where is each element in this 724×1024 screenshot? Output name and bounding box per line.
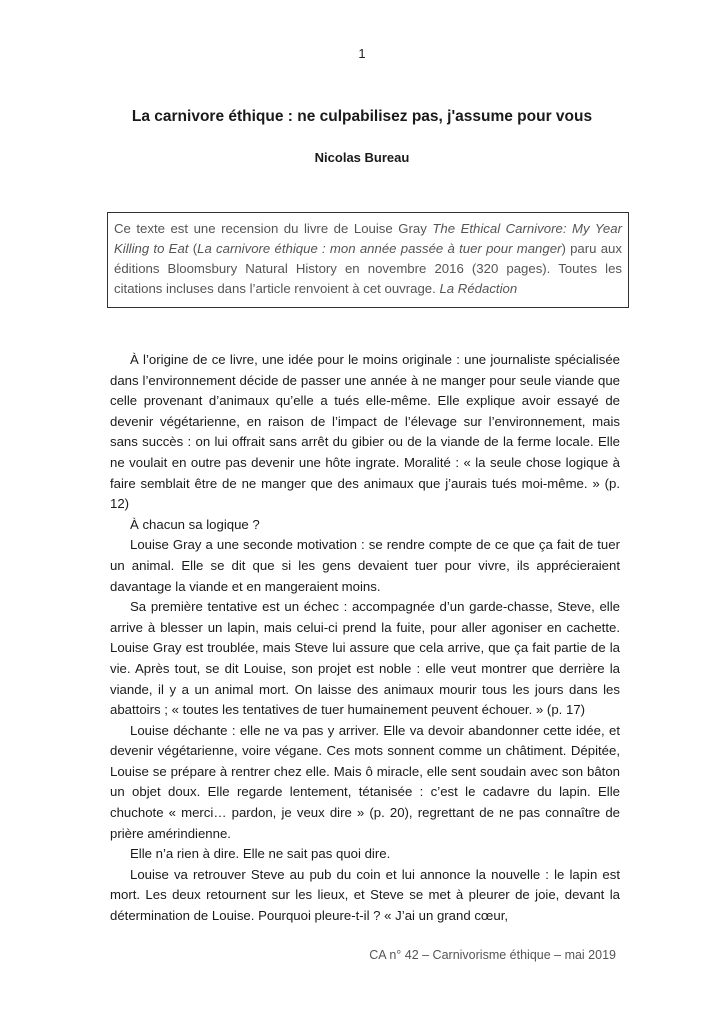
page-footer: CA n° 42 – Carnivorisme éthique – mai 2019 <box>369 948 616 962</box>
editor-note-paren-open: ( <box>188 241 198 256</box>
paragraph: Louise Gray a une seconde motivation : se rendre compte de ce que ça fait de tuer un animal. Elle se dit que si les gens devaient tuer pour vivre, ils apprécieraient davantage la viande et en mangeraient moins. <box>110 537 620 594</box>
paragraph: Sa première tentative est un échec : accompagnée d’un garde-chasse, Steve, elle arrive à blesser un lapin, mais celui-ci prend la fuite, pour aller agoniser en cachette. Louise Gray est troublée, mais Steve lui assure que cela arrive, que ça fait partie de la vie. Après tout, se dit Louise, son projet est noble : elle veut montrer que derrière la viande, il y a un animal mort. On laisse des animaux mourir tous les jours dans les abattoirs ; « toutes les tentatives de tuer humainement peuvent échouer. » (p. 17) <box>110 599 620 718</box>
page-number: 1 <box>358 46 366 61</box>
editor-note-rest: ) paru aux éditions Bloomsbury Natural History en novembre 2016 (320 pages). Toutes les citations incluses dans l’article renvoient à cet ouvrage. <box>114 241 622 296</box>
paragraph: À l’origine de ce livre, une idée pour le moins originale : une journaliste spécialisée dans l’environnement décide de passer une année à ne manger pour seule viande que celle provenant d’animaux qu’elle a tués elle-même. Elle explique avoir essayé de devenir végétarienne, en raison de l’impact de l’élevage sur l’environnement, mais sans succès : on lui offrait sans arrêt du gibier ou de la viande de la ferme locale. Elle ne voulait en outre pas devenir une hôte ingrate. Moralité : « la seule chose logique à faire semblait être de ne manger que des animaux que j’aurais tués moi-même. » (p. 12) <box>110 352 620 512</box>
paragraph: Louise déchante : elle ne va pas y arriver. Elle va devoir abandonner cette idée, et devenir végétarienne, voire végane. Ces mots sonnent comme un châtiment. Dépitée, Louise se prépare à rentrer chez elle. Mais ô miracle, elle sent soudain avec son bâton un objet doux. Elle regarde lentement, tétanisée : c’est le cadavre du lapin. Elle chuchote « merci… pardon, je veux dire » (p. 20), regrettant de ne pas connaître de prière amérindienne. <box>110 722 620 841</box>
article-author: Nicolas Bureau <box>314 150 410 165</box>
paragraph: Elle n’a rien à dire. Elle ne sait pas quoi dire. <box>130 846 391 862</box>
article-body <box>110 350 620 927</box>
article-title: La carnivore éthique : ne culpabilisez pas, j'assume pour vous <box>131 108 593 125</box>
editor-note-box <box>107 212 629 308</box>
editor-signature: La Rédaction <box>439 281 518 296</box>
paragraph: À chacun sa logique ? <box>130 516 260 532</box>
editor-note-intro: Ce texte est une recension du livre de Louise Gray <box>114 221 433 236</box>
book-title-french: La carnivore éthique : mon année passée à tuer pour manger <box>197 241 562 256</box>
paragraph: Louise va retrouver Steve au pub du coin et lui annonce la nouvelle : le lapin est mort. Les deux retournent sur les lieux, et Steve se met à pleurer de joie, devant la détermination de Louise. Pourquoi pleure-t-il ? « J’ai un grand cœur, <box>110 866 620 924</box>
book-title-english: The Ethical Carnivore: My Year Killing to Eat <box>114 221 622 256</box>
